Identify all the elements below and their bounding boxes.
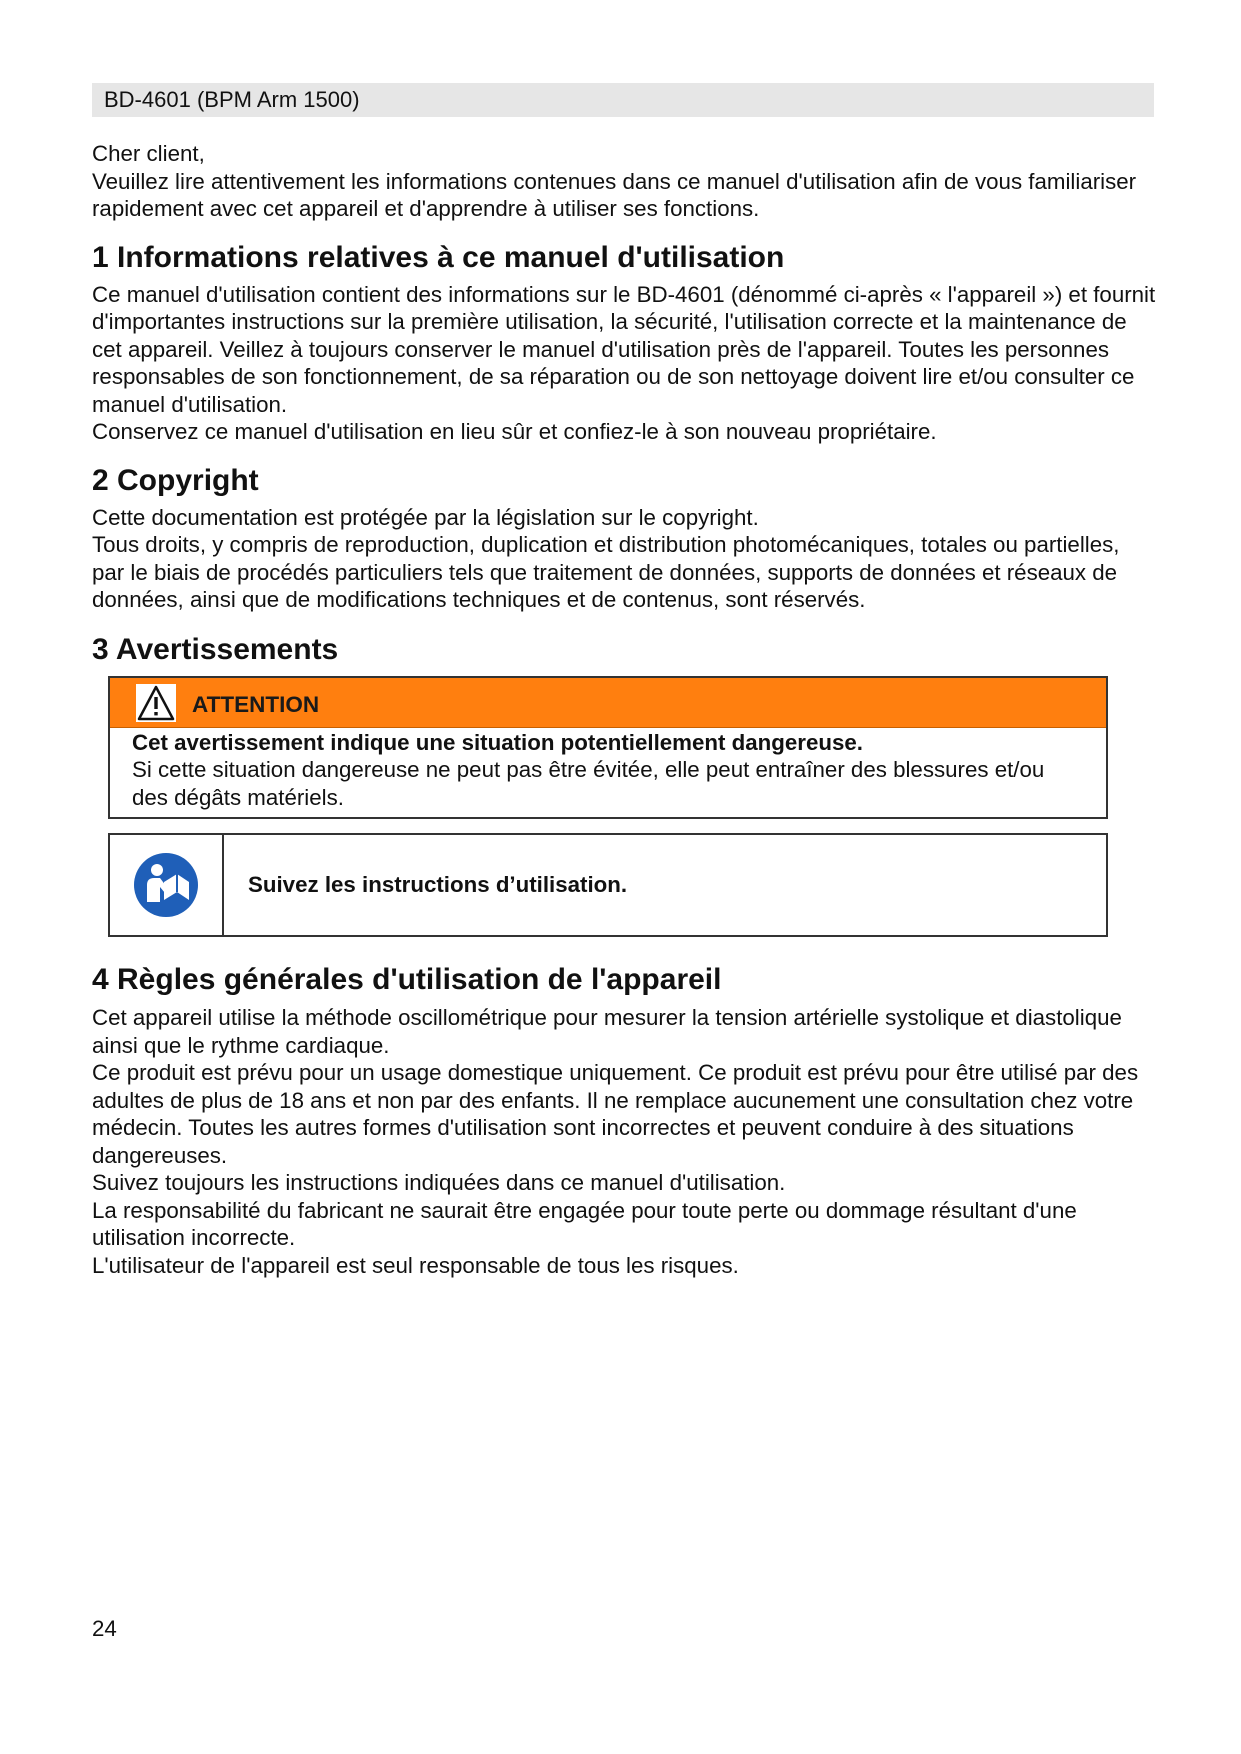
page-number: 24 <box>92 1616 117 1641</box>
warning-text: Si cette situation dangereuse ne peut pas être évitée, elle peut entraîner des blessures et/ou des dégâts matériels. <box>132 757 1045 810</box>
section-3-heading: 3 Avertissements <box>92 632 339 666</box>
header-title: BD-4601 (BPM Arm 1500) <box>104 87 360 112</box>
section-1-heading: 1 Informations relatives à ce manuel d'utilisation <box>92 240 785 274</box>
instruction-box <box>108 833 1108 937</box>
warning-header <box>110 678 1106 728</box>
section-1-paragraph-1: Ce manuel d'utilisation contient des informations sur le BD-4601 (dénommé ci-après « l'appareil ») et fournit d'importantes instructions sur la première utilisation, la sécurité, l'utilisation correcte et la maintenance de cet appareil. Veillez à toujours conserver le manuel d'utilisation près de l'appareil. Toutes les personnes responsables de son fonctionnement, de sa réparation ou de son nettoyage doivent lire et/ou consulter ce manuel d'utilisation. <box>92 281 1156 417</box>
intro-text: Veuillez lire attentivement les informations contenues dans ce manuel d'utilisation afin de vous familiariser rapidement avec cet appareil et d'apprendre à utiliser ses fonctions. <box>92 168 1137 221</box>
warning-body <box>110 728 1106 818</box>
section-4-heading: 4 Règles générales d'utilisation de l'appareil <box>92 963 722 996</box>
header-bar <box>92 83 1154 117</box>
section-4-paragraph-2: Ce produit est prévu pour un usage domestique uniquement. Ce produit est prévu pour être utilisé par des adultes de plus de 18 ans et non par des enfants. Il ne remplace aucunement une consultation chez votre médecin. Toutes les autres formes d'utilisation sont incorrectes et peuvent conduire à des situations dangereuses. <box>92 1060 1139 1168</box>
section-4-paragraph-3: Suivez toujours les instructions indiquées dans ce manuel d'utilisation. <box>92 1170 786 1195</box>
warning-triangle-icon <box>136 684 176 722</box>
section-4-paragraph-4: La responsabilité du fabricant ne saurait être engagée pour toute perte ou dommage résultant d'une utilisation incorrecte. <box>92 1197 1077 1250</box>
greeting: Cher client, <box>92 141 205 166</box>
section-4-paragraph-1: Cet appareil utilise la méthode oscillométrique pour mesurer la tension artérielle systolique et diastolique ainsi que le rythme cardiaque. <box>92 1005 1122 1058</box>
warning-title: ATTENTION <box>192 691 320 717</box>
section-1-paragraph-2: Conservez ce manuel d'utilisation en lieu sûr et confiez-le à son nouveau propriétaire. <box>92 419 937 444</box>
section-2-paragraph-2: Tous droits, y compris de reproduction, duplication et distribution photomécaniques, totales ou partielles, par le biais de procédés particuliers tels que traitement de données, supports de données et réseaux de données, ainsi que de modifications techniques et de contenus, sont réservés. <box>92 532 1120 612</box>
section-4-paragraph-5: L'utilisateur de l'appareil est seul responsable de tous les risques. <box>92 1252 739 1278</box>
instruction-icon-cell <box>110 835 224 935</box>
section-2-heading: 2 Copyright <box>92 463 259 497</box>
instruction-text: Suivez les instructions d’utilisation. <box>248 872 628 897</box>
warning-bold-text: Cet avertissement indique une situation potentiellement dangereuse. <box>132 729 863 755</box>
read-manual-icon <box>133 852 199 918</box>
warning-box <box>108 676 1108 820</box>
section-2-paragraph-1: Cette documentation est protégée par la législation sur le copyright. <box>92 504 759 530</box>
page-content <box>92 140 1156 1279</box>
